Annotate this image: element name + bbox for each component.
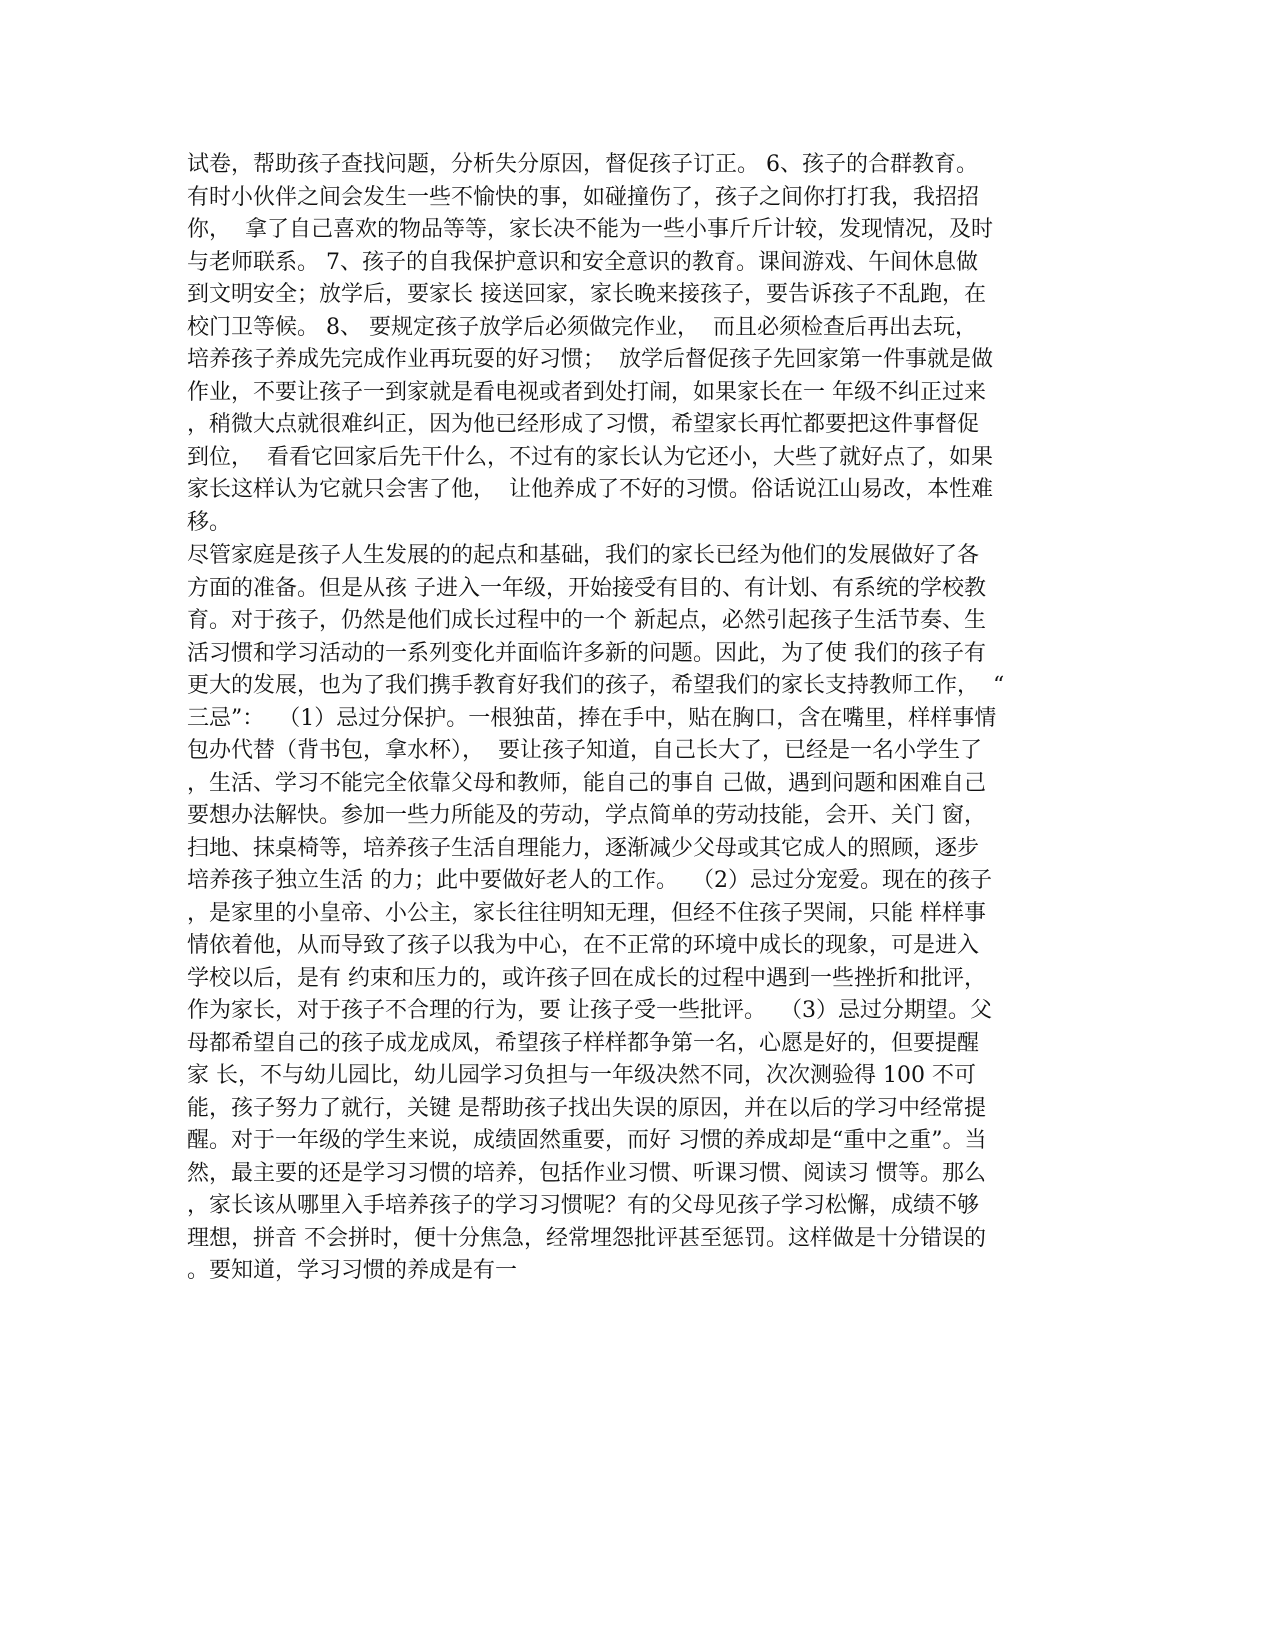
text-line: 校门卫等候。 8、 要规定孩子放学后必须做完作业， 而且必须检查后再出去玩， <box>187 314 977 340</box>
text-line: 。要知道，学习习惯的养成是有一 <box>187 1258 518 1283</box>
text-line: 有时小伙伴之间会发生一些不愉快的事，如碰撞伤了，孩子之间你打打我，我招招 <box>187 184 980 210</box>
text-line: 培养孩子养成先完成作业再玩耍的好习惯； 放学后督促孩子先回家第一件事就是做 <box>187 347 993 372</box>
text-line: 醒。对于一年级的学生来说，成绩固然重要，而好 习惯的养成却是“重中之重”。当 <box>187 1128 987 1153</box>
text-line: ，生活、学习不能完全依靠父母和教师，能自己的事自 己做，遇到问题和困难自己 <box>187 770 986 796</box>
text-line: 家长这样认为它就只会害了他， 让他养成了不好的习惯。俗话说江山易改，本性难 <box>187 477 993 502</box>
text-line: 方面的准备。但是从孩 子进入一年级，开始接受有目的、有计划、有系统的学校教 <box>187 575 986 601</box>
text-line: 能，孩子努力了就行，关键 是帮助孩子找出失误的原因，并在以后的学习中经常提 <box>187 1095 986 1121</box>
text-line: ，家长该从哪里入手培养孩子的学习习惯呢？有的父母见孩子学习松懈，成绩不够 <box>187 1193 980 1218</box>
text-line: 要想办法解快。参加一些力所能及的劳动，学点简单的劳动技能，会开、关门 窗， <box>187 803 986 828</box>
text-line: 与老师联系。 7、孩子的自我保护意识和安全意识的教育。课间游戏、午间休息做 <box>187 249 978 275</box>
text-line: 情依着他，从而导致了孩子以我为中心，在不正常的环境中成长的现象，可是进入 <box>187 933 980 958</box>
text-line: 培养孩子独立生活 的力；此中要做好老人的工作。 （2）忌过分宠爱。现在的孩子 <box>187 868 992 893</box>
text-line: 作为家长，对于孩子不合理的行为，要 让孩子受一些批评。 （3）忌过分期望。父 <box>187 998 992 1023</box>
text-line: 到文明安全；放学后，要家长 接送回家，家长晚来接孩子，要告诉孩子不乱跑，在 <box>187 282 986 307</box>
text-line: 移。 <box>187 509 232 535</box>
text-line: 作业，不要让孩子一到家就是看电视或者到处打闹，如果家长在一 年级不纠正过来 <box>187 379 986 405</box>
text-line: 包办代替（背书包，拿水杯）， 要让孩子知道，自己长大了，已经是一名小学生了 <box>187 738 982 763</box>
text-line: 学校以后，是有 约束和压力的，或许孩子回在成长的过程中遇到一些挫折和批评， <box>187 965 986 991</box>
text-line: 试卷，帮助孩子查找问题，分析失分原因，督促孩子订正。 6、孩子的合群教育。 <box>187 152 978 177</box>
text-line: 更大的发展，也为了我们携手教育好我们的孩子，希望我们的家长支持教师工作， “ <box>187 673 1005 698</box>
text-line: ，是家里的小皇帝、小公主，家长往往明知无理，但经不住孩子哭闹，只能 样样事 <box>187 900 986 926</box>
text-line: 扫地、抹桌椅等，培养孩子生活自理能力，逐渐减少父母或其它成人的照顾，逐步 <box>187 835 980 861</box>
text-line: 家 长，不与幼儿园比，幼儿园学习负担与一年级决然不同，次次测验得 100 不可 <box>187 1063 976 1088</box>
text-line: 三忌”： （1）忌过分保护。一根独苗，捧在手中，贴在胸口，含在嘴里，样样事情 <box>187 705 997 731</box>
text-line: 母都希望自己的孩子成龙成凤，希望孩子样样都争第一名，心愿是好的，但要提醒 <box>187 1030 980 1056</box>
text-line: 然，最主要的还是学习习惯的培养，包括作业习惯、听课习惯、阅读习 惯等。那么 <box>187 1160 986 1186</box>
paragraph-1 <box>187 149 1087 539</box>
text-line: 理想，拼音 不会拼时，便十分焦急，经常埋怨批评甚至惩罚。这样做是十分错误的 <box>187 1225 986 1251</box>
text-line: 到位， 看看它回家后先干什么，不过有的家长认为它还小，大些了就好点了，如果 <box>187 444 993 470</box>
text-line: 尽管家庭是孩子人生发展的的起点和基础，我们的家长已经为他们的发展做好了各 <box>187 543 980 568</box>
text-line: 你， 拿了自己喜欢的物品等等，家长决不能为一些小事斤斤计较，发现情况，及时 <box>187 217 993 242</box>
paragraph-2 <box>187 540 1087 1288</box>
text-line: 活习惯和学习活动的一系列变化并面临许多新的问题。因此，为了使 我们的孩子有 <box>187 640 986 666</box>
text-line: 育。对于孩子，仍然是他们成长过程中的一个 新起点，必然引起孩子生活节奏、生 <box>187 608 986 633</box>
text-line: ，稍微大点就很难纠正，因为他已经形成了习惯，希望家长再忙都要把这件事督促 <box>187 412 980 437</box>
